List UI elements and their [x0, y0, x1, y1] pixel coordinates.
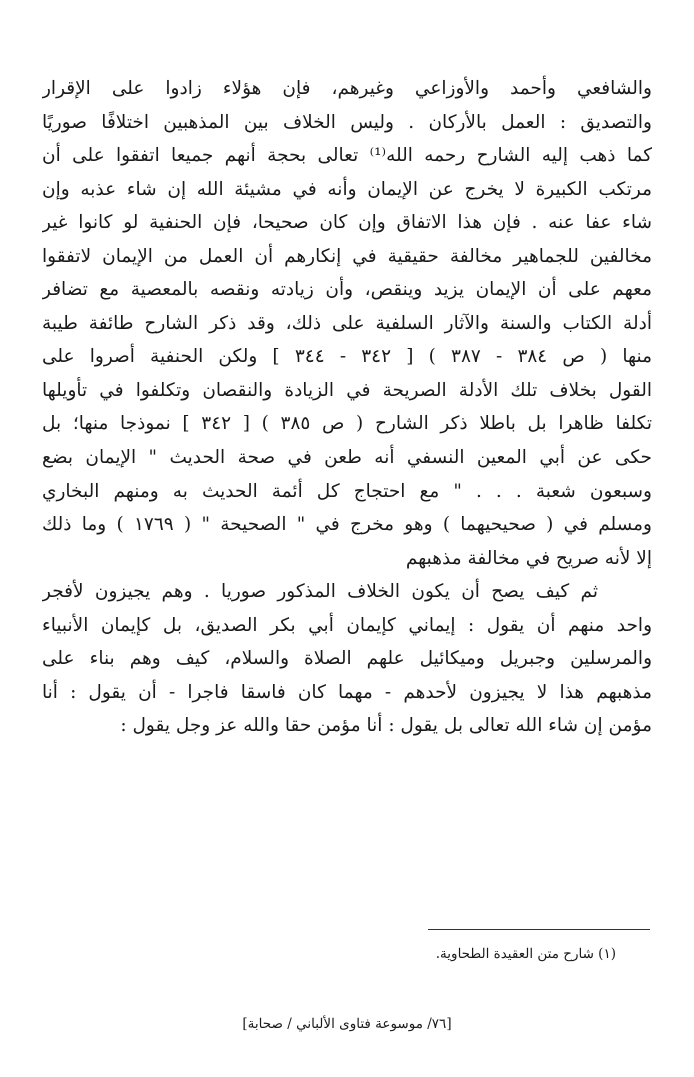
- text-line: مؤمن إن شاء الله تعالى بل يقول : أنا مؤمن حقا والله عز وجل يقول :: [120, 715, 652, 737]
- body-text: [42, 72, 652, 743]
- text-line: إلا لأنه صريح في مخالفة مذهبهم: [405, 547, 652, 569]
- paragraph-1: [42, 72, 652, 575]
- paragraph-2: [42, 575, 652, 743]
- text-line: القول بخلاف تلك الأدلة الصريحة في الزيادة والنقصان وتكلفوا في تأويلها: [42, 379, 652, 401]
- footnote: (١) شارح متن العقيدة الطحاوية.: [435, 946, 616, 962]
- text-line: والتصديق : العمل بالأركان . وليس الخلاف بين المذهبين اختلافًا صوريًا: [42, 111, 652, 133]
- text-line: وسبعون شعبة . . . " مع احتجاج كل أئمة الحديث به ومنهم البخاري: [42, 480, 652, 502]
- text-line: شاء عفا عنه . فإن هذا الاتفاق وإن كان صحيحا، فإن الحنفية لو كانوا غير: [42, 212, 652, 234]
- text-line: حكى عن أبي المعين النسفي أنه طعن في صحة الحديث " الإيمان بضع: [42, 447, 652, 469]
- text-line: والمرسلين وجبريل وميكائيل علهم الصلاة والسلام، كيف وهم بناء على: [42, 648, 652, 670]
- page-footer: [٧٦/ موسوعة فتاوى الألباني / صحابة]: [242, 1016, 452, 1032]
- text-line: واحد منهم أن يقول : إيماني كإيمان أبي بكر الصديق، بل كإيمان الأنبياء: [42, 614, 652, 636]
- text-line: ومسلم في ( صحيحيهما ) وهو مخرج في " الصحيحة " ( ١٧٦٩ ) وما ذلك: [42, 514, 652, 536]
- footnote-divider: [428, 929, 650, 930]
- text-line: معهم على أن الإيمان يزيد وينقص، وأن زيادته ونقصه بالمعصية مع تضافر: [42, 279, 652, 301]
- text-line: ثم كيف يصح أن يكون الخلاف المذكور صوريا . وهم يجيزون لأفجر: [42, 581, 598, 603]
- text-line: تكلفا ظاهرا بل باطلا ذكر الشارح ( ص ٣٨٥ ) [ ٣٤٢ ] نموذجا منها؛ بل: [42, 413, 652, 435]
- text-line: والشافعي وأحمد والأوزاعي وغيرهم، فإن هؤلاء زادوا على الإقرار: [42, 78, 652, 99]
- text-line: منها ( ص ٣٨٤ - ٣٨٧ ) [ ٣٤٢ - ٣٤٤ ] ولكن الحنفية أصروا على: [42, 346, 652, 368]
- text-line: مرتكب الكبيرة لا يخرج عن الإيمان وأنه في مشيئة الله إن شاء عذبه وإن: [42, 178, 652, 200]
- text-line: أدلة الكتاب والسنة والآثار السلفية على ذلك، وقد ذكر الشارح طائفة طيبة: [42, 312, 652, 334]
- text-line: مذهبهم هذا لا يجيزون لأحدهم - مهما كان فاسقا فاجرا - أن يقول : أنا: [42, 681, 652, 703]
- text-line: مخالفين للجماهير مخالفة حقيقية في إنكارهم أن العمل من الإيمان لاتفقوا: [42, 245, 652, 267]
- text-line: كما ذهب إليه الشارح رحمه الله⁽¹⁾ تعالى بحجة أنهم جميعا اتفقوا على أن: [42, 145, 652, 167]
